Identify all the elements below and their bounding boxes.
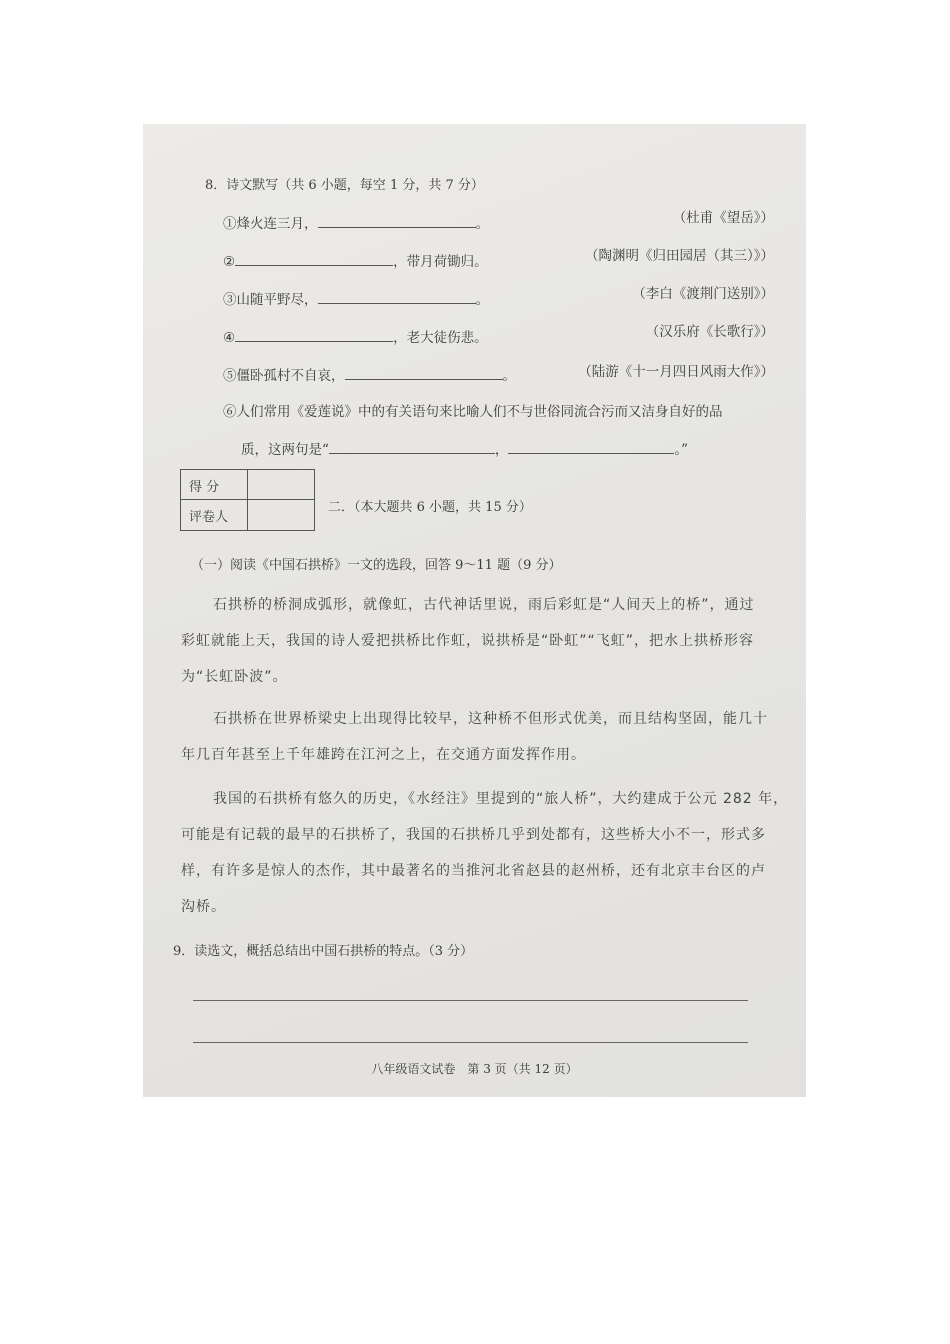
answer-blank[interactable]	[345, 365, 503, 380]
q8-item-4-source: （汉乐府《长歌行》）	[645, 324, 774, 340]
q8-header: 8．诗文默写（共 6 小题，每空 1 分，共 7 分）	[205, 178, 484, 193]
q8-item-3-source: （李白《渡荆门送别》）	[632, 286, 774, 302]
q8-item-5: ⑤僵卧孤村不自哀， 。	[223, 364, 516, 384]
answer-blank[interactable]	[329, 439, 495, 454]
answer-blank[interactable]	[235, 327, 393, 342]
passage-line: 石拱桥的桥洞成弧形，就像虹，古代神话里说，雨后彩虹是“人间天上的桥”，通过	[213, 597, 755, 613]
q8-item-2: ② ，带月荷锄归。	[223, 250, 488, 270]
q9-text: 9．读选文，概括总结出中国石拱桥的特点。（3 分）	[173, 944, 474, 959]
q8-item-6-line1: ⑥人们常用《爱莲说》中的有关语句来比喻人们不与世俗同流合污而又洁身自好的品	[223, 404, 723, 420]
q8-item-5-source: （陆游《十一月四日风雨大作》）	[578, 364, 774, 380]
q8-item-3: ③山随平野尽， 。	[223, 288, 489, 308]
scanned-exam-page	[143, 124, 806, 1097]
grader-label: 评卷人	[189, 510, 229, 525]
answer-line[interactable]	[193, 1000, 748, 1001]
section-2-title: 二．（本大题共 6 小题，共 15 分）	[328, 500, 532, 515]
q8-item-6-line2: 质，这两句是“ ， 。”	[241, 438, 688, 458]
passage-line: 可能是有记载的最早的石拱桥了，我国的石拱桥几乎到处都有，这些桥大小不一，形式多	[181, 827, 766, 843]
passage-line: 彩虹就能上天，我国的诗人爱把拱桥比作虹，说拱桥是“卧虹”“飞虹”，把水上拱桥形容	[181, 633, 755, 649]
q8-item-4: ④ ，老大徒伤悲。	[223, 326, 488, 346]
passage-line: 石拱桥在世界桥梁史上出现得比较早，这种桥不但形式优美，而且结构坚固，能几十	[213, 711, 768, 727]
answer-line[interactable]	[193, 1042, 748, 1043]
passage-line: 年几百年甚至上千年雄跨在江河之上，在交通方面发挥作用。	[181, 747, 586, 763]
q8-item-1: ①烽火连三月， 。	[223, 212, 489, 232]
answer-blank[interactable]	[318, 289, 476, 304]
reading-intro: （一）阅读《中国石拱桥》一文的选段，回答 9～11 题（9 分）	[191, 558, 562, 573]
q8-item-1-source: （杜甫《望岳》）	[672, 210, 774, 226]
passage-line: 沟桥。	[181, 899, 226, 915]
passage-line: 为“长虹卧波”。	[181, 669, 288, 685]
passage-line: 我国的石拱桥有悠久的历史，《水经注》里提到的“旅人桥”，大约建成于公元 282 年，	[213, 791, 789, 807]
answer-blank[interactable]	[318, 213, 476, 228]
q8-item-2-source: （陶渊明《归田园居（其三）》）	[585, 248, 774, 264]
page-footer: 八年级语文试卷 第 3 页（共 12 页）	[371, 1062, 578, 1076]
answer-blank[interactable]	[235, 251, 393, 266]
score-label: 得 分	[189, 480, 220, 495]
answer-blank[interactable]	[508, 439, 674, 454]
passage-line: 样，有许多是惊人的杰作，其中最著名的当推河北省赵县的赵州桥，还有北京丰台区的卢	[181, 863, 766, 879]
score-box	[180, 469, 315, 531]
